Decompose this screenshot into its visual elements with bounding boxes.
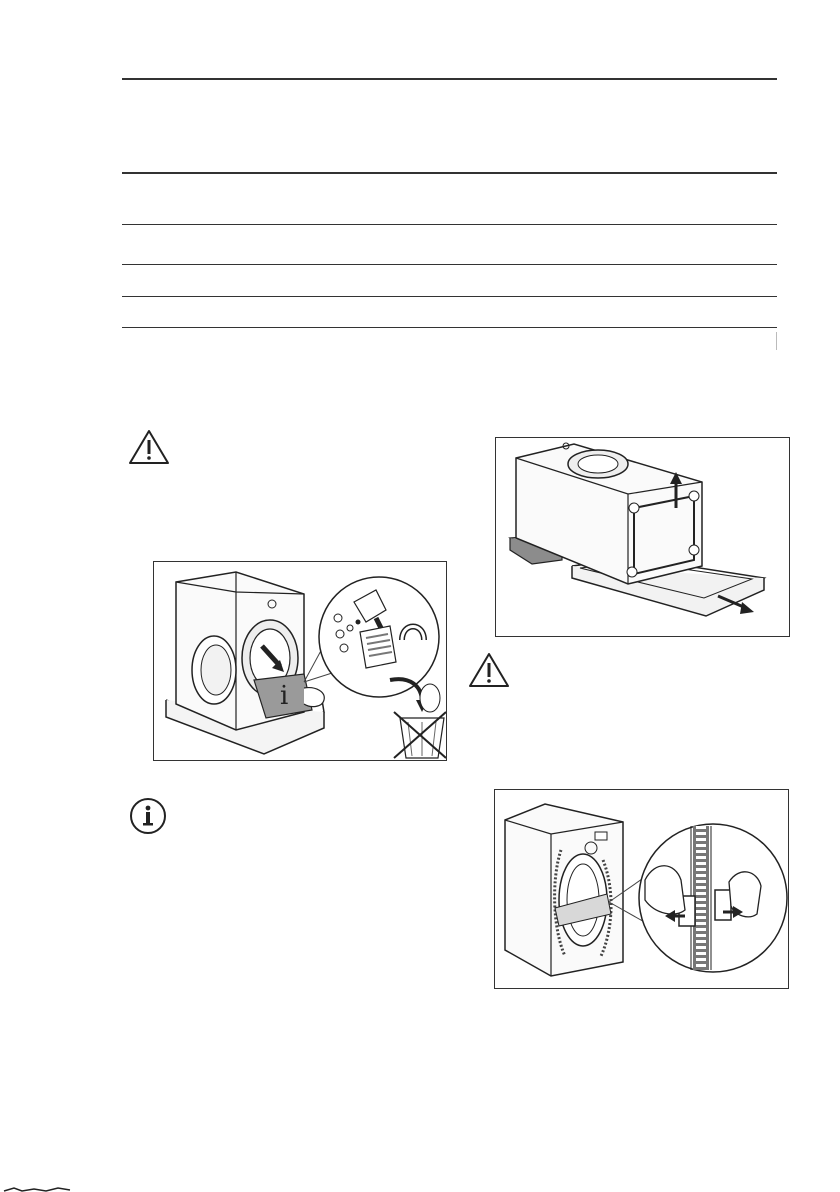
table-row — [122, 172, 777, 224]
figure-remove-packaging-base — [495, 437, 790, 637]
warning-triangle-icon — [128, 429, 170, 465]
table-row — [122, 78, 777, 172]
figure-remove-hose-clip — [494, 789, 789, 989]
info-circle-icon — [129, 797, 167, 835]
figure-remove-accessories — [153, 561, 447, 761]
table-row — [122, 264, 777, 296]
warning-triangle-icon — [468, 652, 510, 688]
table-row — [122, 224, 777, 264]
info-letter: i — [280, 681, 289, 711]
table-row — [122, 296, 777, 328]
table-end-mark — [776, 332, 777, 350]
page-edge-mark — [0, 1186, 80, 1192]
spec-table — [122, 78, 777, 328]
